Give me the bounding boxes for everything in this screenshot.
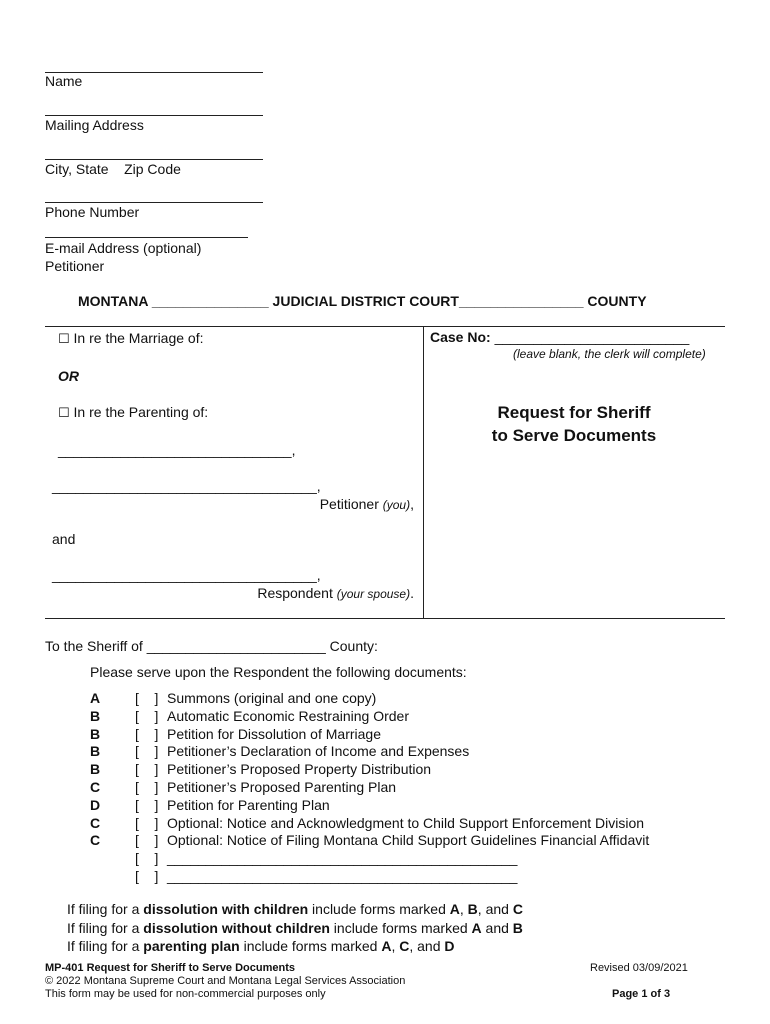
- parenting-checkbox[interactable]: ☐: [58, 406, 70, 421]
- page-of-label: of: [650, 988, 661, 1000]
- rule-case: dissolution with children: [143, 901, 309, 917]
- document-label: Petitioner’s Proposed Property Distribution: [167, 761, 432, 778]
- city-line: [45, 159, 263, 160]
- form-code: A: [471, 919, 482, 936]
- document-blank-field[interactable]: _____________________________________________: [167, 867, 518, 884]
- caption-divider: [423, 326, 424, 618]
- document-checkbox[interactable]: [ ]: [135, 743, 159, 760]
- rule-case: dissolution without children: [143, 919, 330, 936]
- case-no-label: Case No:: [430, 329, 491, 345]
- filing-rule-parenting-plan: [67, 937, 523, 956]
- document-label: Petitioner’s Declaration of Income and Expenses: [167, 743, 470, 760]
- document-checkbox[interactable]: [ ]: [135, 725, 159, 742]
- marriage-option[interactable]: [58, 330, 204, 347]
- footer-usage: This form may be used for non-commercial purposes only: [45, 988, 326, 1000]
- parenting-label: In re the Parenting of:: [73, 404, 209, 420]
- form-code: C: [512, 901, 523, 917]
- email-label: E-mail Address (optional): [45, 240, 202, 256]
- phone-line: [45, 202, 263, 203]
- page-total: 3: [664, 988, 671, 1000]
- court-heading: MONTANA _______________ JUDICIAL DISTRICT COURT________________ COUNTY: [78, 293, 647, 309]
- document-label: Automatic Economic Restraining Order: [167, 707, 409, 724]
- case-no-field[interactable]: _________________________: [494, 329, 690, 345]
- form-title-line-2: to Serve Documents: [491, 426, 657, 445]
- separator: ,: [391, 938, 400, 954]
- document-code: C: [90, 832, 101, 849]
- document-checkbox[interactable]: [ ]: [135, 814, 159, 831]
- form-code: A: [449, 901, 460, 917]
- document-code: B: [90, 707, 101, 724]
- document-checkbox[interactable]: [ ]: [135, 867, 159, 884]
- document-checkbox[interactable]: [ ]: [135, 690, 159, 706]
- form-code: D: [444, 938, 455, 954]
- document-code: C: [90, 814, 101, 831]
- document-code: C: [90, 778, 101, 795]
- serve-instruction: Please serve upon the Respondent the following documents:: [90, 664, 467, 680]
- separator: , and: [477, 901, 513, 917]
- document-label: Petition for Dissolution of Marriage: [167, 725, 381, 742]
- caption-top-rule: [45, 326, 725, 327]
- document-label: Petition for Parenting Plan: [167, 796, 330, 813]
- separator: ,: [459, 901, 468, 917]
- document-code: B: [90, 743, 101, 760]
- footer-form-title: MP-401 Request for Sheriff to Serve Documents: [45, 962, 296, 974]
- case-no-note: (leave blank, the clerk will complete): [513, 347, 706, 361]
- document-code: B: [90, 761, 101, 778]
- filing-rule-dissolution-with-children: [67, 900, 523, 919]
- petitioner-role-label: Petitioner: [45, 258, 105, 274]
- footer-revised: Revised 03/09/2021: [590, 962, 688, 974]
- marriage-label: In re the Marriage of:: [73, 330, 204, 346]
- mailing-address-label: Mailing Address: [45, 117, 144, 133]
- page-label: Page: [612, 988, 639, 1000]
- footer-copyright: © 2022 Montana Supreme Court and Montana Legal Services Association: [45, 975, 406, 987]
- petitioner-caption-label: Petitioner (you),: [319, 496, 414, 512]
- petitioner-label: Petitioner: [319, 496, 379, 512]
- respondent-label: Respondent: [257, 585, 333, 601]
- document-checkbox[interactable]: [ ]: [135, 850, 159, 867]
- filing-rules: [67, 900, 523, 956]
- document-checkbox[interactable]: [ ]: [135, 796, 159, 813]
- document-checkbox[interactable]: [ ]: [135, 707, 159, 724]
- city-state-zip-label: City, State Zip Code: [45, 161, 181, 177]
- respondent-name-blank[interactable]: __________________________________,: [52, 567, 321, 583]
- case-number-row: [430, 329, 689, 345]
- document-code: A: [90, 690, 101, 706]
- document-blank-field[interactable]: _____________________________________________: [167, 850, 518, 867]
- rule-text: If filing for a: [67, 901, 144, 917]
- mailing-line: [45, 115, 263, 116]
- document-checkbox[interactable]: [ ]: [135, 778, 159, 795]
- separator: , and: [409, 938, 445, 954]
- rule-text: include forms marked: [239, 938, 382, 954]
- caption-bottom-rule: [45, 618, 725, 619]
- phone-number-label: Phone Number: [45, 204, 140, 220]
- form-code: A: [381, 938, 392, 954]
- rule-text: include forms marked: [308, 901, 450, 917]
- rule-case: parenting plan: [143, 938, 240, 954]
- petitioner-name-blank[interactable]: __________________________________,: [52, 478, 321, 494]
- document-checkbox[interactable]: [ ]: [135, 832, 159, 849]
- or-label: OR: [58, 368, 79, 384]
- document-label: Summons (original and one copy): [167, 690, 377, 706]
- respondent-caption-label: Respondent (your spouse).: [257, 585, 414, 601]
- parenting-option[interactable]: [58, 404, 208, 421]
- name-label: Name: [45, 73, 83, 89]
- and-label: and: [52, 531, 76, 547]
- form-title-line-1: Request for Sheriff: [497, 403, 651, 422]
- page-number: 1: [641, 988, 648, 1000]
- form-code: B: [467, 901, 478, 917]
- party-name-blank-1[interactable]: ______________________________,: [58, 442, 296, 458]
- rule-text: If filing for a: [67, 919, 144, 936]
- separator: and: [481, 919, 513, 936]
- form-code: B: [512, 919, 523, 936]
- sheriff-county-line[interactable]: To the Sheriff of _______________________ County:: [45, 638, 378, 654]
- document-label: Petitioner’s Proposed Parenting Plan: [167, 778, 397, 795]
- document-code: B: [90, 725, 101, 742]
- marriage-checkbox[interactable]: ☐: [58, 332, 70, 347]
- document-checkbox[interactable]: [ ]: [135, 761, 159, 778]
- document-label: Optional: Notice of Filing Montana Child Support Guidelines Financial Affidavit: [167, 832, 650, 849]
- rule-text: If filing for a: [67, 938, 144, 954]
- form-code: C: [399, 938, 410, 954]
- filing-rule-dissolution-without-children: [67, 919, 523, 938]
- document-code: D: [90, 796, 101, 813]
- respondent-note: (your spouse): [336, 587, 411, 601]
- email-line: [45, 237, 248, 238]
- page-indicator: [612, 988, 670, 1000]
- rule-text: include forms marked: [329, 919, 472, 936]
- document-label: Optional: Notice and Acknowledgment to Child Support Enforcement Division: [167, 814, 645, 831]
- petitioner-note: (you): [382, 498, 411, 512]
